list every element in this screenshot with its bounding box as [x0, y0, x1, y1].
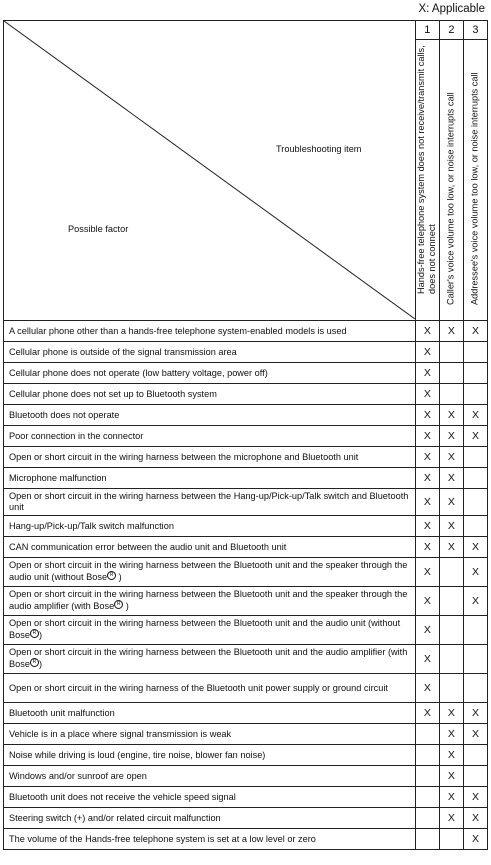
- applicable-mark-col-3: [463, 363, 487, 384]
- applicable-mark-col-3: X: [463, 724, 487, 745]
- applicable-mark-col-3: [463, 766, 487, 787]
- factor-cell: [4, 363, 416, 384]
- applicable-mark-col-2: [439, 829, 463, 850]
- column-number-1: 1: [415, 21, 439, 40]
- factor-cell: [4, 587, 416, 616]
- table-row: [4, 829, 488, 850]
- applicable-mark-col-2: X: [439, 468, 463, 489]
- factor-cell: [4, 703, 416, 724]
- factor-cell: [4, 516, 416, 537]
- factor-cell: [4, 558, 416, 587]
- applicable-mark-col-3: X: [463, 808, 487, 829]
- applicable-mark-col-2: X: [439, 321, 463, 342]
- column-label-2: [439, 40, 463, 321]
- applicable-mark-col-2: X: [439, 703, 463, 724]
- factor-text: Bluetooth unit malfunction: [9, 707, 115, 718]
- column-number-2: 2: [439, 21, 463, 40]
- applicable-mark-col-1: X: [415, 516, 439, 537]
- column-label-1: [415, 40, 439, 321]
- applicable-mark-col-1: X: [415, 384, 439, 405]
- applicable-mark-col-1: X: [415, 703, 439, 724]
- applicable-mark-col-1: X: [415, 489, 439, 516]
- factor-suffix: ): [38, 630, 43, 641]
- applicable-mark-col-1: [415, 724, 439, 745]
- table-row: [4, 489, 488, 516]
- applicable-mark-col-1: X: [415, 342, 439, 363]
- applicable-mark-col-3: [463, 468, 487, 489]
- table-row: [4, 703, 488, 724]
- applicable-mark-col-3: X: [463, 787, 487, 808]
- factor-cell: [4, 766, 416, 787]
- applicable-mark-col-3: [463, 384, 487, 405]
- factor-cell: [4, 645, 416, 674]
- troubleshooting-table: [3, 20, 488, 850]
- factor-cell: [4, 489, 416, 516]
- legend-applicable: X: Applicable: [418, 3, 485, 15]
- factor-text: Open or short circuit in the wiring harness between the Bluetooth unit and the audio unit (without Bose: [9, 618, 401, 641]
- factor-text: Cellular phone does not set up to Bluetooth system: [9, 388, 217, 399]
- factor-suffix: ): [123, 601, 129, 612]
- factor-cell: [4, 405, 416, 426]
- factor-text: Open or short circuit in the wiring harness of the Bluetooth unit power supply or ground circuit: [9, 682, 388, 693]
- factor-cell: [4, 342, 416, 363]
- factor-cell: [4, 724, 416, 745]
- factor-text: CAN communication error between the audio unit and Bluetooth unit: [9, 541, 287, 552]
- table-row: [4, 426, 488, 447]
- applicable-mark-col-1: [415, 787, 439, 808]
- factor-text: Open or short circuit in the wiring harness between the Bluetooth unit and the speaker through the audio amplifier (with Bose: [9, 589, 408, 612]
- column-label-2-text: Caller's voice volume too low, or noise interrupts call: [445, 92, 456, 305]
- table-row: [4, 724, 488, 745]
- applicable-mark-col-3: X: [463, 558, 487, 587]
- applicable-mark-col-1: X: [415, 321, 439, 342]
- table-row: [4, 616, 488, 645]
- applicable-mark-col-3: X: [463, 405, 487, 426]
- diagonal-line: [4, 21, 415, 319]
- column-number-row: [4, 21, 488, 40]
- table-row: [4, 405, 488, 426]
- factor-text: Microphone malfunction: [9, 472, 107, 483]
- applicable-mark-col-1: X: [415, 468, 439, 489]
- applicable-mark-col-2: [439, 674, 463, 703]
- table-row: [4, 384, 488, 405]
- registered-mark-icon: R: [30, 629, 39, 638]
- factor-text: Poor connection in the connector: [9, 430, 144, 441]
- factor-cell: [4, 537, 416, 558]
- table-row: [4, 363, 488, 384]
- column-label-3: [463, 40, 487, 321]
- column-label-3-text: Addressee's voice volume too low, or noise interrupts call: [469, 72, 480, 305]
- applicable-mark-col-2: [439, 384, 463, 405]
- factor-cell: [4, 808, 416, 829]
- factor-text: Open or short circuit in the wiring harness between the microphone and Bluetooth unit: [9, 451, 359, 462]
- applicable-mark-col-2: X: [439, 787, 463, 808]
- applicable-mark-col-1: X: [415, 363, 439, 384]
- factor-text: Cellular phone is outside of the signal transmission area: [9, 346, 237, 357]
- column-label-1-text: Hands-free telephone system does not receive/transmit calls, does not connect: [416, 45, 438, 294]
- applicable-mark-col-1: [415, 745, 439, 766]
- factor-text: The volume of the Hands-free telephone system is set at a low level or zero: [9, 833, 316, 844]
- applicable-mark-col-2: X: [439, 516, 463, 537]
- applicable-mark-col-2: X: [439, 537, 463, 558]
- applicable-mark-col-2: X: [439, 426, 463, 447]
- factor-cell: [4, 468, 416, 489]
- applicable-mark-col-3: [463, 745, 487, 766]
- applicable-mark-col-2: [439, 363, 463, 384]
- applicable-mark-col-2: [439, 342, 463, 363]
- factor-cell: [4, 384, 416, 405]
- applicable-mark-col-1: [415, 766, 439, 787]
- table-row: [4, 674, 488, 703]
- table-row: [4, 558, 488, 587]
- registered-mark-icon: R: [107, 571, 116, 580]
- applicable-mark-col-1: X: [415, 426, 439, 447]
- troubleshooting-item-label: Troubleshooting item: [276, 144, 362, 154]
- column-number-3: 3: [463, 21, 487, 40]
- diagonal-header-cell: [4, 21, 416, 321]
- applicable-mark-col-1: [415, 829, 439, 850]
- applicable-mark-col-2: X: [439, 724, 463, 745]
- table-row: [4, 787, 488, 808]
- applicable-mark-col-3: X: [463, 703, 487, 724]
- factor-text: Open or short circuit in the wiring harness between the Bluetooth unit and the speaker through the audio unit (without Bose: [9, 560, 408, 583]
- table-row: [4, 645, 488, 674]
- factor-cell: [4, 616, 416, 645]
- applicable-mark-col-2: X: [439, 766, 463, 787]
- factor-text: Bluetooth unit does not receive the vehicle speed signal: [9, 791, 236, 802]
- applicable-mark-col-1: X: [415, 674, 439, 703]
- factor-cell: [4, 447, 416, 468]
- table-row: [4, 766, 488, 787]
- table-row: [4, 808, 488, 829]
- applicable-mark-col-1: X: [415, 537, 439, 558]
- table-row: [4, 516, 488, 537]
- factor-cell: [4, 426, 416, 447]
- applicable-mark-col-3: X: [463, 587, 487, 616]
- table-row: [4, 342, 488, 363]
- factor-text: Vehicle is in a place where signal transmission is weak: [9, 728, 232, 739]
- factor-cell: [4, 787, 416, 808]
- table-row: [4, 537, 488, 558]
- registered-mark-icon: R: [30, 658, 39, 667]
- factor-cell: [4, 321, 416, 342]
- applicable-mark-col-2: X: [439, 489, 463, 516]
- applicable-mark-col-2: [439, 616, 463, 645]
- applicable-mark-col-3: X: [463, 321, 487, 342]
- applicable-mark-col-3: [463, 516, 487, 537]
- factor-text: Windows and/or sunroof are open: [9, 770, 147, 781]
- factor-suffix: ): [38, 659, 43, 670]
- table-row: [4, 745, 488, 766]
- possible-factor-label: Possible factor: [68, 224, 129, 234]
- applicable-mark-col-2: [439, 645, 463, 674]
- factor-text: Cellular phone does not operate (low battery voltage, power off): [9, 367, 268, 378]
- applicable-mark-col-2: X: [439, 808, 463, 829]
- applicable-mark-col-3: [463, 616, 487, 645]
- applicable-mark-col-2: X: [439, 745, 463, 766]
- factor-text: Hang-up/Pick-up/Talk switch malfunction: [9, 520, 174, 531]
- applicable-mark-col-1: X: [415, 616, 439, 645]
- applicable-mark-col-3: [463, 342, 487, 363]
- factor-cell: [4, 674, 416, 703]
- applicable-mark-col-2: X: [439, 405, 463, 426]
- factor-text: Steering switch (+) and/or related circuit malfunction: [9, 812, 221, 823]
- applicable-mark-col-3: X: [463, 537, 487, 558]
- factor-text: Noise while driving is loud (engine, tire noise, blower fan noise): [9, 749, 266, 760]
- applicable-mark-col-2: [439, 587, 463, 616]
- applicable-mark-col-3: [463, 674, 487, 703]
- table-row: [4, 468, 488, 489]
- applicable-mark-col-2: X: [439, 447, 463, 468]
- applicable-mark-col-3: [463, 489, 487, 516]
- factor-text: A cellular phone other than a hands-free telephone system-enabled models is used: [9, 325, 347, 336]
- applicable-mark-col-1: X: [415, 405, 439, 426]
- table-row: [4, 587, 488, 616]
- applicable-mark-col-2: [439, 558, 463, 587]
- applicable-mark-col-1: X: [415, 558, 439, 587]
- applicable-mark-col-3: [463, 447, 487, 468]
- applicable-mark-col-3: X: [463, 426, 487, 447]
- applicable-mark-col-1: [415, 808, 439, 829]
- applicable-mark-col-1: X: [415, 587, 439, 616]
- factor-cell: [4, 829, 416, 850]
- factor-text: Bluetooth does not operate: [9, 409, 120, 420]
- table-row: [4, 321, 488, 342]
- applicable-mark-col-1: X: [415, 645, 439, 674]
- factor-text: Open or short circuit in the wiring harness between the Bluetooth unit and the audio amplifier (with Bose: [9, 647, 408, 670]
- table-row: [4, 447, 488, 468]
- registered-mark-icon: R: [114, 600, 123, 609]
- factor-suffix: ): [116, 572, 122, 583]
- applicable-mark-col-3: X: [463, 829, 487, 850]
- factor-cell: [4, 745, 416, 766]
- factor-text: Open or short circuit in the wiring harness between the Hang-up/Pick-up/Talk switch and Bluetooth unit: [9, 491, 409, 512]
- applicable-mark-col-3: [463, 645, 487, 674]
- applicable-mark-col-1: X: [415, 447, 439, 468]
